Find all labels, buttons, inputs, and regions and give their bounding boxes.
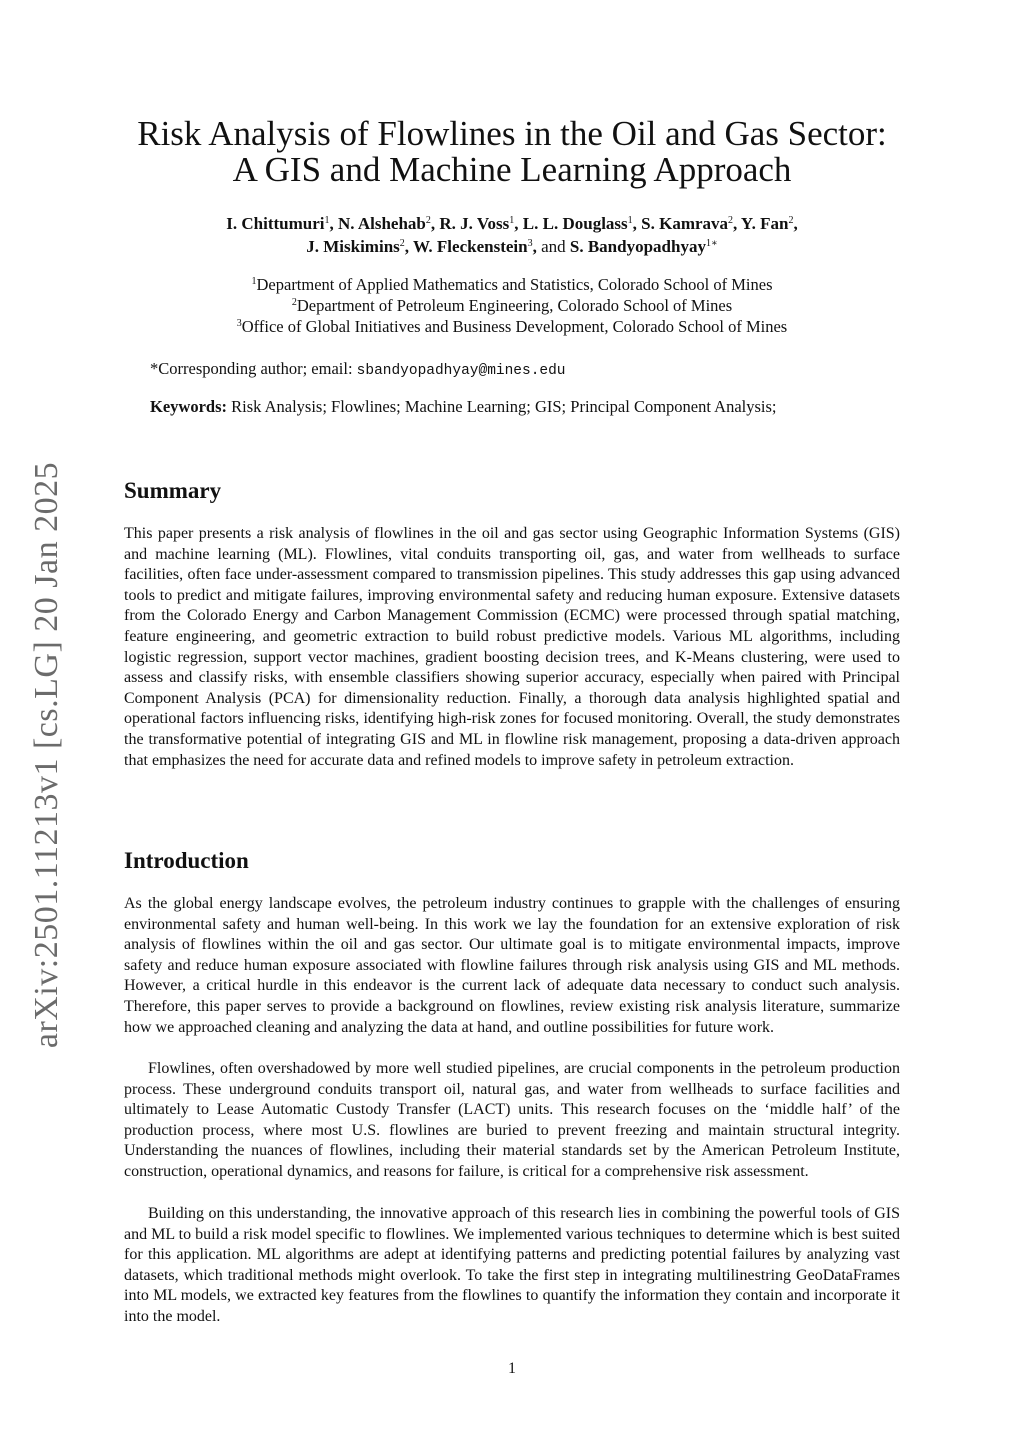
affiliation-item: $^2$Department of Petroleum Engineering, Colorado School of Mines: [291, 296, 733, 315]
corresponding-label: *Corresponding author; email:: [150, 359, 353, 378]
paper-title: [100, 116, 924, 188]
author-name: I. Chittumuri: [226, 214, 325, 233]
author-name: Y. Fan: [740, 214, 789, 233]
affiliation-list: [100, 274, 924, 337]
authors-and-word: and: [541, 237, 566, 256]
author-affiliation-mark: 1: [627, 215, 633, 226]
arxiv-id-text: arXiv:2501.11213v1 [cs.LG] 20 Jan 2025: [28, 461, 65, 1049]
author-name: S. Kamrava: [641, 214, 729, 233]
author-name: R. J. Voss: [439, 214, 510, 233]
author-name: N. Alshehab: [337, 214, 426, 233]
author-affiliation-mark: 1: [324, 215, 330, 226]
author-line-2: J. Miskimins$^2$, W. Fleckenstein$^3$, and S. Bandyopadhyay$^{1∗}$: [306, 237, 718, 256]
arxiv-side-identifier: [22, 455, 72, 1055]
author-affiliation-mark: 2: [728, 215, 734, 226]
intro-paragraph: Flowlines, often overshadowed by more well studied pipelines, are crucial components in the petroleum production process. These underground conduits transport oil, natural gas, and water from wellheads to surface facilities and ultimately to Lease Automatic Custody Transfer (LACT) units. This research focuses on the ‘middle half’ of the production process, where most U.S. flowlines are buried to prevent freezing and maintain structural integrity. Understanding the nuances of flowlines, including their material standards set by the American Petroleum Institute, construction, operational dynamics, and reasons for failure, is critical for a comprehensive risk assessment.: [124, 1060, 900, 1180]
keywords-line: [150, 397, 777, 417]
affiliation-item: $^1$Department of Applied Mathematics and Statistics, Colorado School of Mines: [251, 275, 773, 294]
summary-paragraph: This paper presents a risk analysis of flowlines in the oil and gas sector using Geographic Information Systems (GIS) and machine learning (ML). Flowlines, vital conduits transporting oil, gas, and water from wellheads to surface facilities, often face under-assessment compared to transmission pipelines. This study addresses this gap using advanced tools to predict and mitigate failures, improving environmental safety and reducing human exposure. Extensive datasets from the Colorado Energy and Carbon Management Commission (ECMC) were processed through spatial matching, feature engineering, and geometric extraction to build robust predictive models. Various ML algorithms, including logistic regression, support vector machines, gradient boosting decision trees, and K-Means clustering, were used to assess and classify risks, with ensemble classifiers showing superior accuracy, especially when paired with Principal Component Analysis (PCA) for dimensionality reduction. Finally, a thorough data analysis highlighted spatial and operational factors influencing risks, identifying high-risk zones for focused monitoring. Overall, the study demonstrates the transformative potential of integrating GIS and ML in flowline risk management, proposing a data-driven approach that emphasizes the need for accurate data and refined models to improve safety in petroleum extraction.: [124, 525, 900, 769]
author-affiliation-mark: 2: [788, 215, 794, 226]
author-list: [100, 212, 924, 258]
title-line-1: Risk Analysis of Flowlines in the Oil and Gas Sector:: [137, 114, 887, 153]
intro-paragraph: As the global energy landscape evolves, the petroleum industry continues to grapple with the challenges of ensuring environmental safety and human well-being. In this work we lay the foundation for an extensive exploration of risk analysis of flowlines within the oil and gas sector. Our ultimate goal is to mitigate environmental impacts, improve safety and reduce human exposure associated with flowline failures through risk analysis using GIS and ML methods. However, a critical hurdle in this endeavor is the current lack of adequate data necessary to conduct such analysis. Therefore, this paper serves to provide a background on flowlines, review existing risk analysis literature, summarize how we approached cleaning and analyzing the data at hand, and outline possibilities for future work.: [124, 895, 900, 1036]
introduction-heading: Introduction: [124, 848, 249, 873]
author-affiliation-mark: 1∗: [705, 238, 718, 249]
intro-paragraph: Building on this understanding, the innovative approach of this research lies in combining the powerful tools of GIS and ML to build a risk model specific to flowlines. We implemented various techniques to determine which is best suited for this application. ML algorithms are adept at identifying patterns and predicting potential failures by analyzing vast datasets, which traditional methods might overlook. To take the first step in integrating multilinestring GeoDataFrames into ML models, we extracted key features from the flowlines to quantify the information they contain and incorporate it into the model.: [124, 1205, 900, 1325]
author-affiliation-mark: 3: [527, 238, 533, 249]
author-affiliation-mark: 2: [399, 238, 405, 249]
author-name: J. Miskimins: [306, 237, 400, 256]
author-affiliation-mark: 1: [509, 215, 515, 226]
keywords-text: Risk Analysis; Flowlines; Machine Learning; GIS; Principal Component Analysis;: [231, 397, 777, 416]
page-number: 1: [508, 1360, 516, 1377]
corresponding-author: [150, 359, 566, 379]
corresponding-email[interactable]: sbandyopadhyay@mines.edu: [356, 363, 566, 379]
title-line-2: A GIS and Machine Learning Approach: [232, 150, 792, 189]
author-line-1: I. Chittumuri$^1$, N. Alshehab$^2$, R. J. Voss$^1$, L. L. Douglass$^1$, S. Kamrava$^2$, Y. Fan$^2$,: [226, 214, 798, 233]
affiliation-item: $^3$Office of Global Initiatives and Business Development, Colorado School of Mines: [236, 317, 788, 336]
author-name: W. Fleckenstein: [412, 237, 528, 256]
summary-heading: Summary: [124, 478, 222, 503]
author-name: L. L. Douglass: [522, 214, 628, 233]
keywords-label: Keywords:: [150, 397, 227, 416]
author-affiliation-mark: 2: [425, 215, 431, 226]
author-name: S. Bandyopadhyay: [569, 237, 706, 256]
